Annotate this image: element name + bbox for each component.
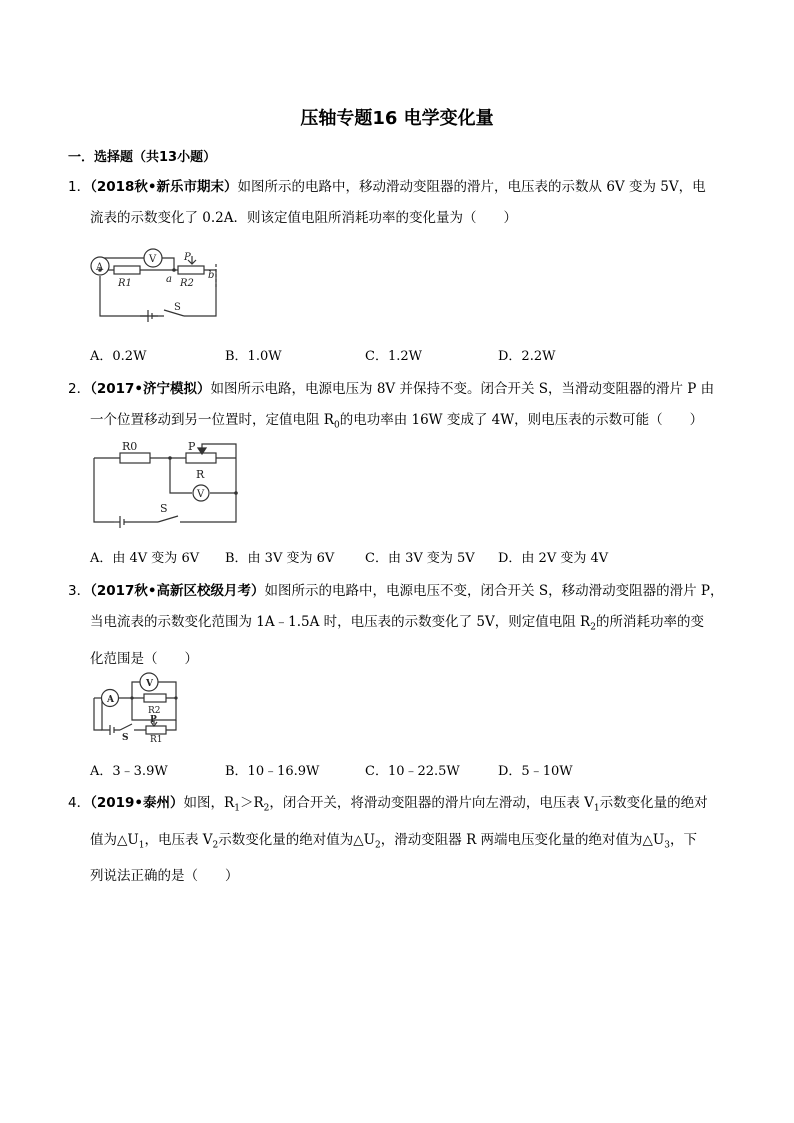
option-d[interactable]: D．2.2W [498,349,556,364]
circuit-diagram-1 [84,238,230,326]
r1-label: R1 [150,735,163,742]
question-text: 如图，$R_1>R_2$，闭合开关，将滑动变阻器的滑片向左滑动，电压表 $V_1$示数变化量的绝对 [183,795,708,814]
r1-label: R1 [118,278,132,289]
question-text: 如图所示电路，电源电压为 8V 并保持不变。闭合开关 S，当滑动变阻器的滑片 P 由 [210,381,715,397]
voltmeter-label: V [197,489,205,500]
r2-label: R2 [148,706,161,716]
end-a-label: a [166,274,172,285]
question-source: （2019•泰州） [90,795,184,811]
r0-label: R0 [122,440,138,453]
switch-label: S [160,502,168,515]
question-source: （2017秋•高新区校级月考） [90,583,265,599]
question-2 [68,374,728,442]
r2-label: R2 [180,278,194,289]
question-number: 3． [68,583,91,599]
slider-p-label: P [150,715,157,725]
option-b[interactable]: B．由 3V 变为 6V [225,551,335,566]
end-b-label: b [208,270,215,281]
ammeter-label: A [107,695,114,705]
question-source: （2017•济宁模拟） [90,381,211,397]
switch-label: S [122,733,129,742]
question-source: （2018秋•新乐市期末） [90,179,238,195]
option-c[interactable]: C．1.2W [365,349,422,364]
section-heading: 一．选择题（共13小题） [68,150,217,165]
r-label: R [196,468,205,481]
question-number: 2． [68,381,91,397]
option-b[interactable]: B．1.0W [225,349,282,364]
option-d[interactable]: D．5﹣10W [498,764,573,779]
question-3 [68,576,728,675]
option-c[interactable]: C．由 3V 变为 5V [365,551,475,566]
question-text: 值为$\triangle U_1$，电压表 $V_2$示数变化量的绝对值为$\triangle U_2$，滑动变阻器 R 两端电压变化量的绝对值为$\triangle U_3$，下 [90,831,698,851]
option-b[interactable]: B．10﹣16.9W [225,764,320,779]
question-text: 化范围是（ ） [90,650,198,667]
slider-p-label: P [184,252,191,263]
question-text: 流表的示数变化了 0.2A．则该定值电阻所消耗功率的变化量为（ ） [90,210,518,226]
question-text: 当电流表的示数变化范围为 1A﹣1.5A 时，电压表的示数变化了 5V，则定值电阻 $R_2$的所消耗功率的变 [90,614,704,633]
question-text: 如图所示的电路中，电源电压不变，闭合开关 S，移动滑动变阻器的滑片 P， [264,583,724,599]
option-a[interactable]: A．3﹣3.9W [90,764,168,779]
switch-label: S [174,302,181,313]
question-text: 一个位置移动到另一位置时，定值电阻 $R_0$的电功率由 16W 变成了 4W，则电压表的示数可能（ ） [90,412,704,431]
ammeter-label: A [96,262,104,273]
question-1 [68,172,728,234]
option-c[interactable]: C．10﹣22.5W [365,764,460,779]
question-text: 列说法正确的是（ ） [90,868,239,885]
option-a[interactable]: A．0.2W [90,349,147,364]
option-a[interactable]: A．由 4V 变为 6V [90,551,200,566]
voltmeter-label: V [146,679,153,689]
question-text: 如图所示的电路中，移动滑动变阻器的滑片，电压表的示数从 6V 变为 5V，电 [237,179,706,195]
question-4 [68,788,728,892]
circuit-diagram-2 [90,438,250,528]
page-title: 压轴专题16 电学变化量 [300,108,494,129]
question-number: 4． [68,795,91,811]
question-number: 1． [68,179,91,195]
slider-p-label: P [188,440,196,453]
voltmeter-label: V [149,254,157,265]
circuit-diagram-3 [92,670,188,742]
option-d[interactable]: D．由 2V 变为 4V [498,551,609,566]
